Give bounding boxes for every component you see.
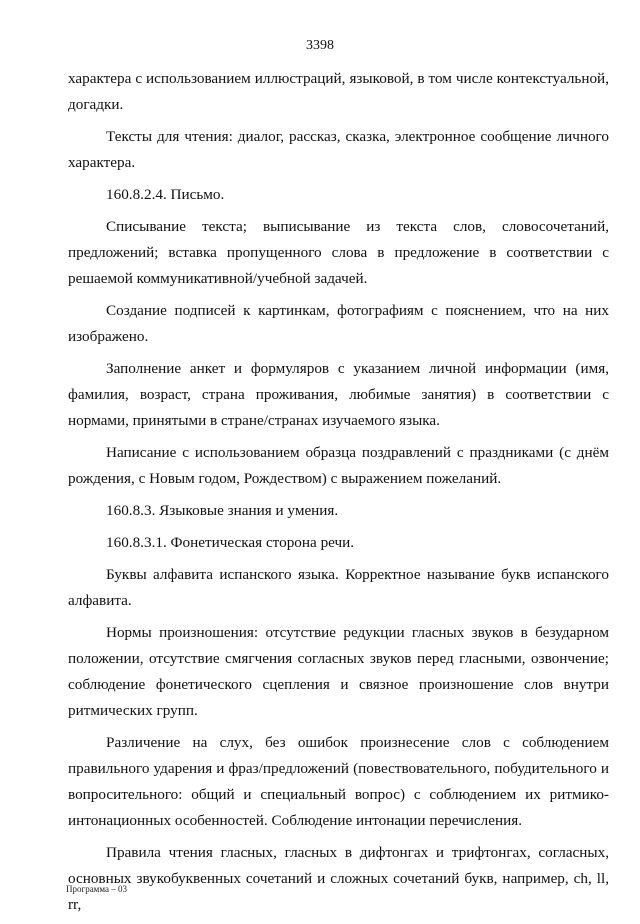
paragraph: Списывание текста; выписывание из текста слов, словосочетаний, предложений; вставка пропущенного слова в предложение в соответствии с решаемой коммуникативной/учебной задачей. xyxy=(68,218,609,287)
section-heading: 160.8.2.4. Письмо. xyxy=(106,186,225,203)
section-heading: 160.8.3. Языковые знания и умения. xyxy=(106,502,339,519)
paragraph: Нормы произношения: отсутствие редукции гласных звуков в безударном положении, отсутствие смягчения согласных звуков перед гласными, озвончение; соблюдение фонетического сцепления и связное произношение слов внутри ритмических групп. xyxy=(68,624,609,719)
section-heading: 160.8.3.1. Фонетическая сторона речи. xyxy=(106,534,355,551)
paragraph: Правила чтения гласных, гласных в дифтонгах и трифтонгах, согласных, основных звукобуквенных сочетаний и сложных сочетаний букв, например, ch, ll, rr, xyxy=(68,844,609,913)
paragraph: Создание подписей к картинкам, фотографиям с пояснением, что на них изображено. xyxy=(68,302,609,345)
paragraph: Заполнение анкет и формуляров с указанием личной информации (имя, фамилия, возраст, страна проживания, любимые занятия) в соответствии с нормами, принятыми в стране/странах изучаемого языка. xyxy=(68,360,609,429)
paragraph: Написание с использованием образца поздравлений с праздниками (с днём рождения, с Новым годом, Рождеством) с выражением пожеланий. xyxy=(68,444,609,487)
paragraph: Тексты для чтения: диалог, рассказ, сказка, электронное сообщение личного характера. xyxy=(68,128,609,171)
paragraph: Буквы алфавита испанского языка. Корректное называние букв испанского алфавита. xyxy=(68,566,609,609)
document-body xyxy=(68,66,609,924)
page-number: 3398 xyxy=(306,38,334,53)
paragraph: характера с использованием иллюстраций, языковой, в том числе контекстуальной, догадки. xyxy=(68,70,609,113)
paragraph: Различение на слух, без ошибок произнесение слов с соблюдением правильного ударения и фраз/предложений (повествовательного, побудительного и вопросительного: общий и специальный вопрос) с соблюдением их ритмико-интонационных особенностей. Соблюдение интонации перечисления. xyxy=(68,734,609,829)
footer-label: Программа – 03 xyxy=(66,884,128,894)
